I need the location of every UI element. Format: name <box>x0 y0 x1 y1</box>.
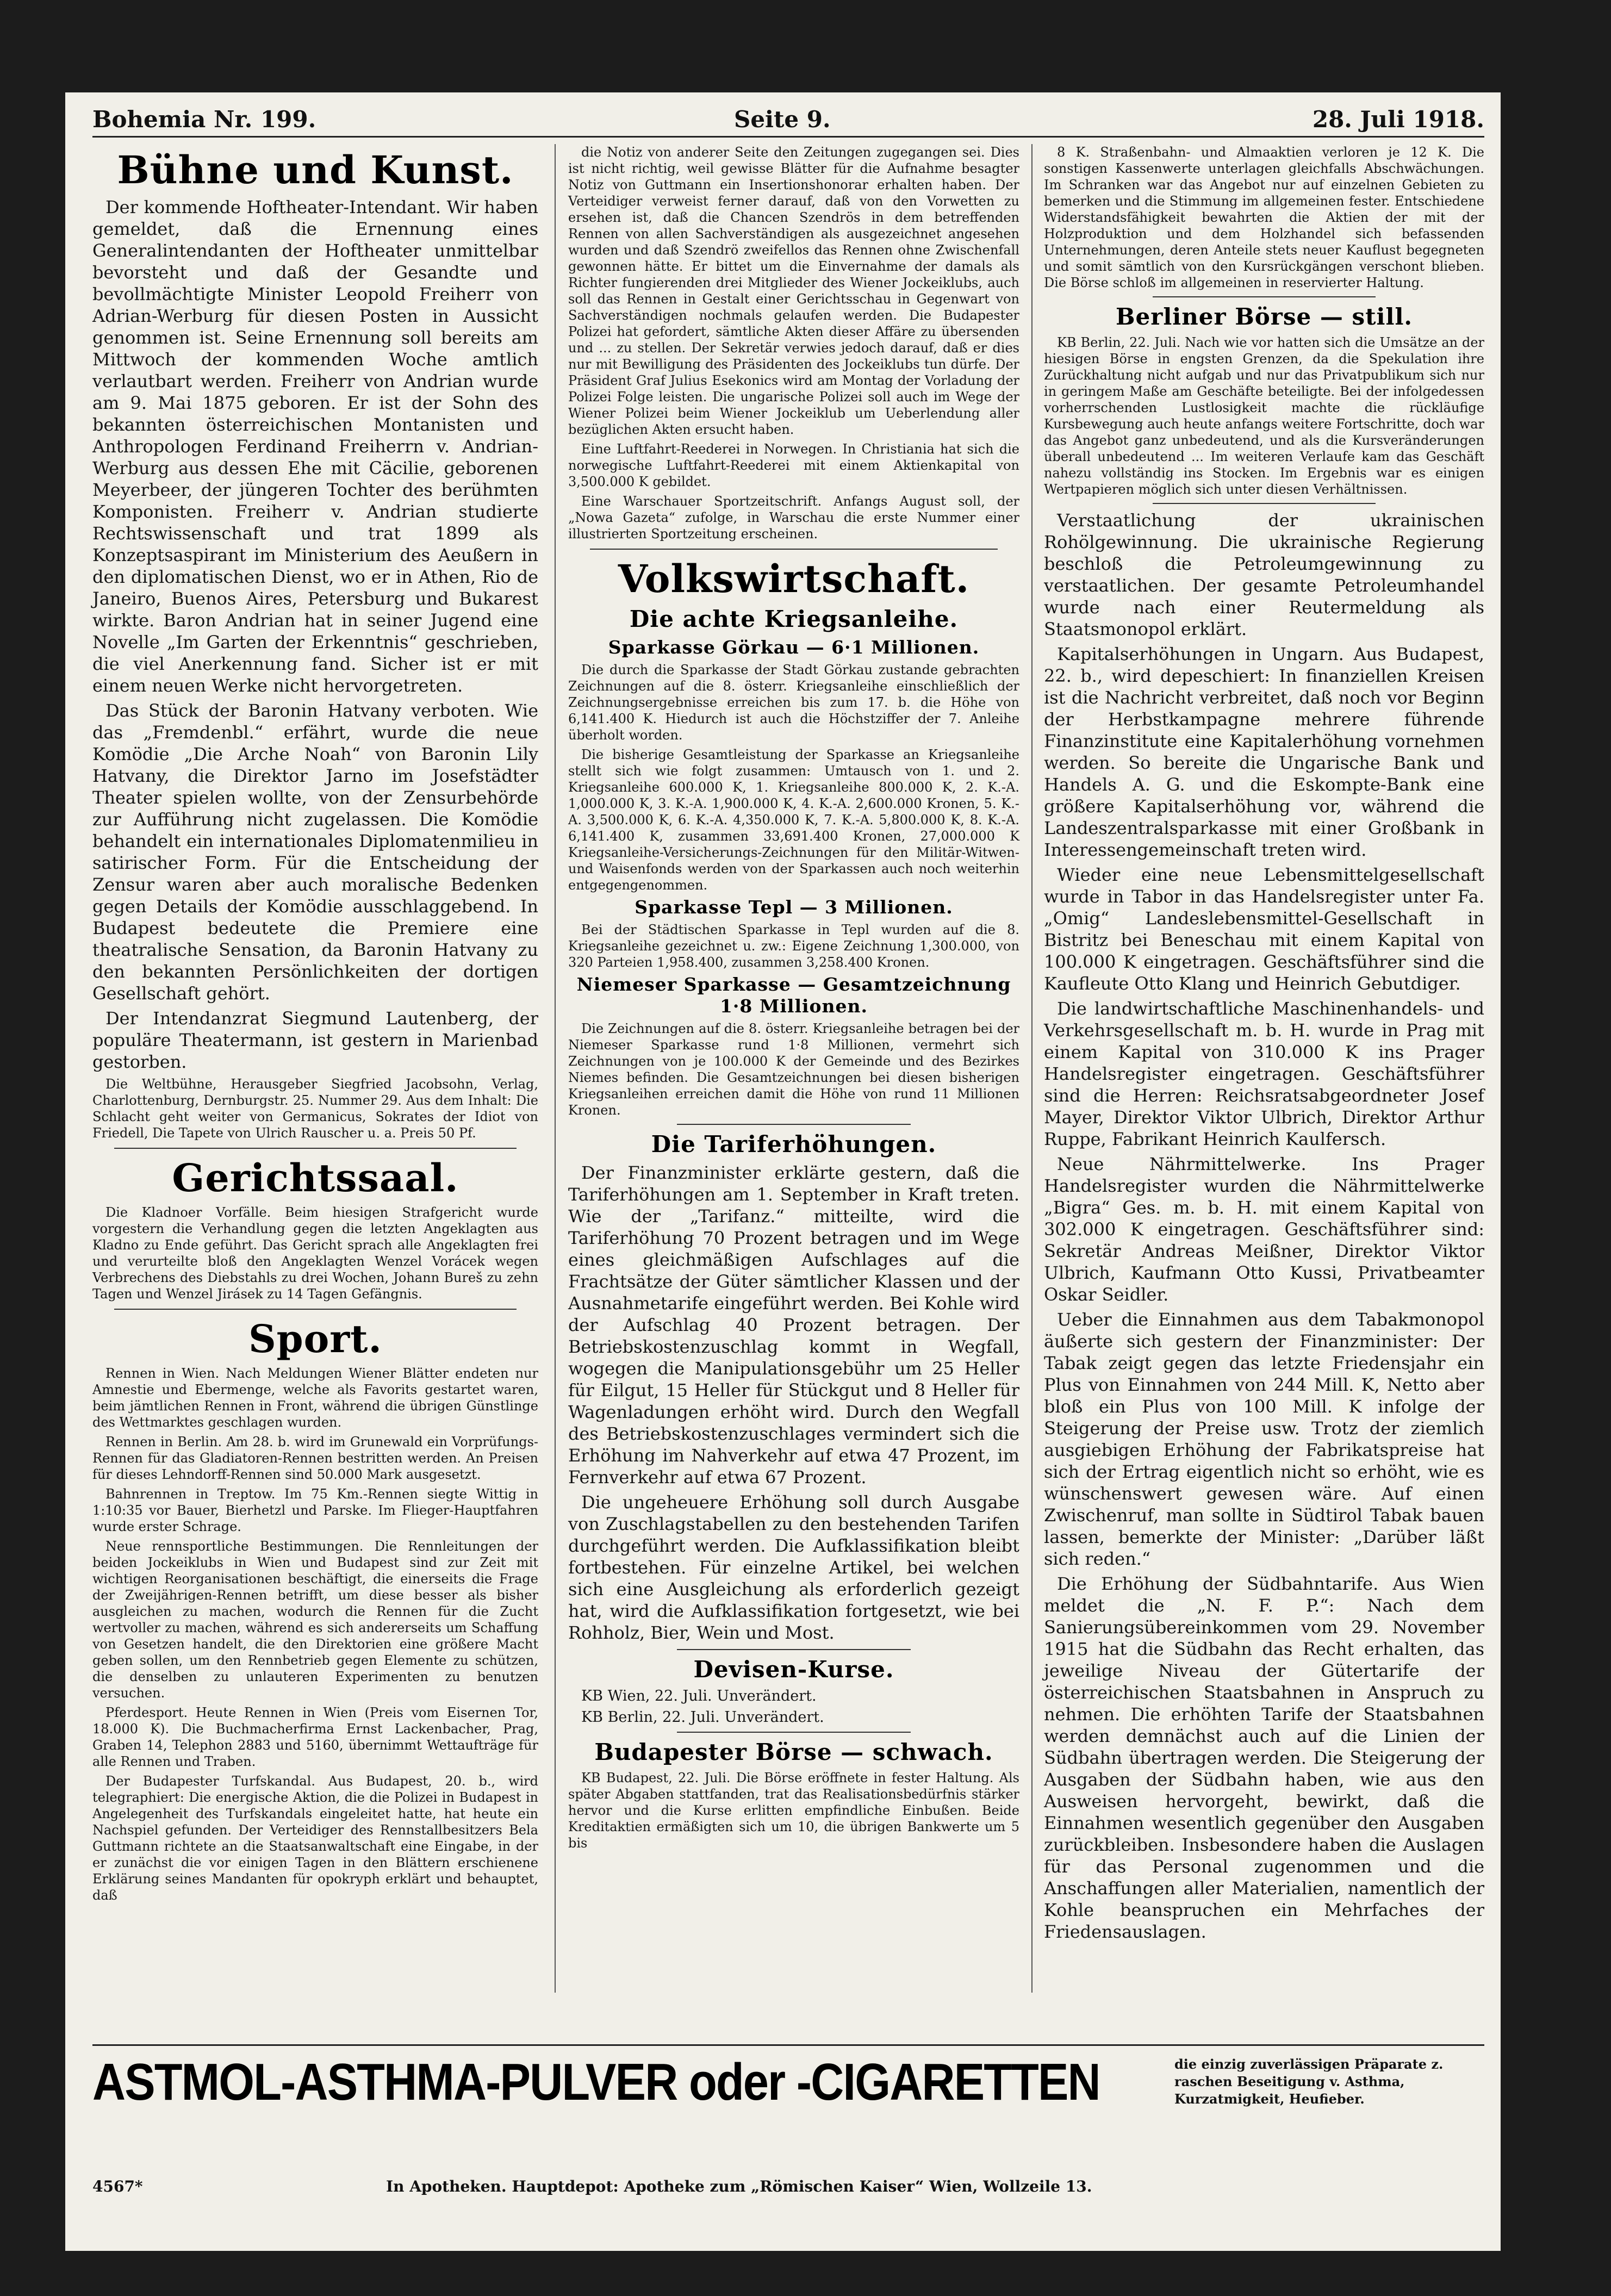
article-paragraph: KB Budapest, 22. Juli. Die Börse eröffnete in fester Haltung. Als später Abgaben stattfanden, trat das Realisationsbedürfnis stärker hervor und die Kurse erlitten empfindliche Einbußen. Beide Kreditaktien ermäßigten sich um 10, die übrigen Bankwerte um 5 bis <box>568 1770 1019 1851</box>
article-line: KB Wien, 22. Juli. Unverändert. <box>581 1688 817 1704</box>
article-subheading: Niemeser Sparkasse — Gesamtzeichnung 1·8 Millionen. <box>576 974 1011 1017</box>
article-paragraph: Die Zeichnungen auf die 8. österr. Kriegsanleihe betragen bei der Niemeser Sparkasse rund 1·8 Millionen, vermehrt sich Zeichnungen von je 100.000 K der Gemeinde und des Bezirkes Niemes befinden. Die Gesamtzeichnungen bei diesen bisherigen Kriegsanleihen erreichen damit die Höhe von rund 11 Millionen Kronen. <box>568 1021 1019 1118</box>
article-paragraph: Wieder eine neue Lebensmittelgesellschaft wurde in Tabor in das Handelsregister unter Fa. „Omig“ Landeslebensmittel-Gesellschaft in Bistritz bei Beneschau mit einem Kapital von 100.000 K eingetragen. Geschäftsführer sind die Kaufleute Otto Klang und Heinrich Gebutdiger. <box>1044 864 1484 994</box>
divider <box>114 1148 517 1149</box>
ad-headline: ASTMOL-ASTHMA-PULVER oder -CIGARETTEN <box>92 2053 1100 2111</box>
article-paragraph: Eine Luftfahrt-Reederei in Norwegen. In Christiania hat sich die norwegische Luftfahrt-Reederei mit einem Aktienkapital von 3,500.000 K gebildet. <box>568 441 1019 489</box>
article-line: KB Berlin, 22. Juli. Unverändert. <box>581 1709 824 1726</box>
bottom-rule <box>92 2044 1484 2046</box>
article-paragraph: Das Stück der Baronin Hatvany verboten. Wie das „Fremdenbl.“ erfährt, wurde die neue Komödie „Die Arche Noah“ von Baronin Lily Hatvany, die Direktor Jarno im Josefstädter Theater spielen wollte, von der Zensurbehörde zur Aufführung nicht zugelassen. Die Komödie behandelt ein internationales Diplomatenmilieu in satirischer Form. Für die Entscheidung der Zensur waren aber auch moralische Bedenken gegen Details der Komödie ausschlaggebend. In Budapest bedeutete die Premiere eine theatralische Sensation, da Baronin Hatvany zu den bekannten Persönlichkeiten der dortigen Gesellschaft gehört. <box>92 700 538 1004</box>
article-paragraph: Kapitalserhöhungen in Ungarn. Aus Budapest, 22. b., wird depeschiert: In finanziellen Kreisen ist die Nachricht verbreitet, daß noch vor Beginn der Herbstkampagne mehrere führende Finanzinstitute eine Kapitalerhöhung vornehmen werden. So bereite die Ungarische Bank und Handels A. G. und die Eskompte-Bank eine größere Kapitalserhöhung vor, während die Landeszentralsparkasse mit einer Großbank in Interessengemeinschaft treten wird. <box>1044 644 1484 860</box>
masthead <box>92 106 1484 133</box>
article-paragraph: Verstaatlichung der ukrainischen Rohölgewinnung. Die ukrainische Regierung beschloß die Petroleumgewinnung zu verstaatlichen. Der gesamte Petroleumhandel wurde nach einer Reutermeldung als Staatsmonopol erklärt. <box>1044 510 1484 639</box>
section-heading-buehne: Bühne und Kunst. <box>117 147 514 192</box>
article-paragraph: die Notiz von anderer Seite den Zeitungen zugegangen sei. Dies ist nicht richtig, weil gewisse Blätter für die Aufnahme besagter Notiz von Guttmann ein Insertionshonorar erhalten haben. Der Verteidiger verweist ferner darauf, daß von den Vorwetten zu ersehen ist, daß die Chancen Szendrös in dem betreffenden Rennen von allen Sachverständigen als ausgezeichnet angesehen wurden und daß Szendrö zweifellos das Rennen ohne Zwischenfall gewonnen hätte. Er bittet um die Einvernahme der damals als Richter fungierenden drei Mitglieder des Wiener Jockeiklubs, auch soll das Rennen in Gestalt einer Gerichtsschau in Gegenwart von Sachverständigen nochmals gelaufen werden. Die Budapester Polizei hat gefordert, sämtliche Akten dieser Affäre zu übersenden und ... zu stellen. Der Sekretär verwies jedoch darauf, daß er dies nur mit Bewilligung des Präsidenten des Jockeiklubs tun dürfe. Der Präsident Graf Julius Esekonics wird am Montag der Vorladung der Polizei Folge leisten. Die ungarische Polizei soll auch im Wege der Wiener Polizei beim Wiener Jockeiklub um Ueberlendung aller bezüglichen Akten ersucht haben. <box>568 145 1019 437</box>
article-paragraph: Der kommende Hoftheater-Intendant. Wir haben gemeldet, daß die Ernennung eines Generalintendanten der Hoftheater unmittelbar bevorsteht und daß der Gesandte und bevollmächtigte Minister Leopold Freiherr von Adrian-Werburg für diesen Posten in Aussicht genommen ist. Seine Ernennung soll bereits am Mittwoch der kommenden Woche amtlich verlautbart werden. Freiherr von Andrian wurde am 9. Mai 1875 geboren. Er ist der Sohn des bekannten österreichischen Montanisten und Anthropologen Ferdinand Freiherrn v. Andrian-Werburg aus dessen Ehe mit Cäcilie, geborenen Meyerbeer, der jüngeren Tochter des berühmten Komponisten. Freiherr v. Andrian studierte Rechtswissenschaft und trat 1899 als Konzeptsaspirant im Ministerium des Aeußern in den diplomatischen Dienst, wo er in Athen, Rio de Janeiro, Buenos Aires, Petersburg und Bukarest wirkte. Baron Andrian hat in seiner Jugend eine Novelle „Im Garten der Erkenntnis“ geschrieben, die viel Anerkennung fand. Sicher ist er mit einem neuen Werke nicht hervorgetreten. <box>92 197 538 696</box>
masthead-page: Seite 9. <box>734 106 831 133</box>
column-divider <box>1031 144 1032 1993</box>
ad-reference-number: 4567* <box>92 2177 143 2195</box>
divider <box>677 1649 911 1650</box>
section-heading-volkswirtschaft: Volkswirtschaft. <box>618 556 970 601</box>
article-paragraph: Die ungeheuere Erhöhung soll durch Ausgabe von Zuschlagstabellen zu den bestehenden Tarifen durchgeführt werden. Die Aufklassifikation bleibt fortbestehen. Für einzelne Artikel, bei welchen sich eine Ausgleichung als erforderlich gezeigt hat, wird die Aufklassifikation fortgesetzt, wie bei Rohholz, Bier, Wein und Most. <box>568 1492 1019 1643</box>
section-heading-sport: Sport. <box>248 1316 382 1361</box>
article-paragraph: 8 K. Straßenbahn- und Almaaktien verloren je 12 K. Die sonstigen Kassenwerte unterlagen gleichfalls Abschwächungen. Im Schranken war das Angebot nur auf einzelnen Gebieten zu bemerken und die Stimmung im allgemeinen fester. Entschiedene Widerstandsfähigkeit bewahrten die Aktien der mit der Holzproduktion und dem Holzhandel sich befassenden Unternehmungen, deren Anteile stets neuer Kauflust begegneten und somit sämtlich von den Kursrückgängen verschont blieben. Die Börse schloß im allgemeinen in reservierter Haltung. <box>1044 145 1484 290</box>
divider <box>677 1124 911 1125</box>
article-paragraph: Die bisherige Gesamtleistung der Sparkasse an Kriegsanleihe stellt sich wie folgt zusammen: Umtausch von 1. und 2. Kriegsanleihe 600.000 K, 1. Kriegsanleihe 800.000 K, 2. K.-A. 1,000.000 K, 3. K.-A. 1,900.000 K, 4. K.-A. 2,600.000 Kronen, 5. K.-A. 3,500.000 K, 6. K.-A. 4,350.000 K, 7. K.-A. 5,800.000 K, 8. K.-A. 6,141.400 K, zusammen 33,691.400 Kronen, 27,000.000 K Kriegsanleihe-Versicherungs-Zeichnungen für den Militär-Witwen- und Waisenfonds werden von der Sparkassen auch noch weiterhin entgegengenommen. <box>568 747 1019 893</box>
column-divider <box>555 144 556 1993</box>
divider <box>590 549 998 550</box>
article-paragraph: Der Intendanzrat Siegmund Lautenberg, der populäre Theatermann, ist gestern in Marienbad gestorben. <box>92 1008 538 1072</box>
top-rule <box>92 136 1484 138</box>
ad-footer <box>92 2177 1484 2199</box>
ad-tagline: die einzig zuverlässigen Präparate z. raschen Beseitigung v. Asthma, Kurzatmigkeit, Heufieber. <box>1174 2056 1444 2107</box>
column-1 <box>92 144 538 1907</box>
article-paragraph: Die landwirtschaftliche Maschinenhandels- und Verkehrsgesellschaft m. b. H. wurde in Prag mit einem Kapital von 310.000 K ins Prager Handelsregister eingetragen. Geschäftsführer sind die Herren: Reichsratsabgeordneter Josef Mayer, Direktor Viktor Ulbrich, Direktor Arthur Ruppe, Fabrikant Heinrich Kaulfersch. <box>1044 998 1484 1149</box>
advertisement <box>92 2052 1484 2161</box>
divider <box>677 1732 911 1733</box>
article-paragraph: Bahnrennen in Treptow. Im 75 Km.-Rennen siegte Wittig in 1:10:35 vor Bauer, Bierhetzl und Parske. Im Flieger-Hauptfahren wurde erster Schrage. <box>92 1486 538 1534</box>
column-2 <box>568 144 1019 1855</box>
article-heading: Budapester Börse — schwach. <box>594 1739 993 1765</box>
article-paragraph: Rennen in Berlin. Am 28. b. wird im Grunewald ein Vorprüfungs-Rennen für das Gladiatoren-Rennen bestritten werden. An Preisen für dieses Lehndorff-Rennen sind 50.000 Mark ausgesetzt. <box>92 1434 538 1482</box>
article-subheading: Sparkasse Görkau — 6·1 Millionen. <box>608 637 980 658</box>
article-subheading: Sparkasse Tepl — 3 Millionen. <box>635 897 953 918</box>
article-heading: Die achte Kriegsanleihe. <box>629 606 959 632</box>
divider <box>1153 503 1376 504</box>
article-paragraph: Ueber die Einnahmen aus dem Tabakmonopol äußerte sich gestern der Finanzminister: Der Tabak zeigt gegen das letzte Friedensjahr ein Plus von Einnahmen von 244 Mill. K, Netto aber bloß ein Plus von 100 Mill. K infolge der Steigerung der Preise usw. Trotz der ziemlich ausgiebigen Erhöhung der Fabrikatspreise hat sich der Ertrag eigentlich nicht so erhöht, wie es wünschenswert gewesen wäre. Auf einen Zwischenruf, man sollte in Südtirol Tabak bauen lassen, bemerkte der Minister: „Darüber läßt sich reden.“ <box>1044 1309 1484 1569</box>
section-heading-gericht: Gerichtssaal. <box>172 1155 459 1200</box>
article-paragraph: KB Berlin, 22. Juli. Nach wie vor hatten sich die Umsätze an der hiesigen Börse in engsten Grenzen, da die Spekulation ihre Zurückhaltung nicht aufgab und nur das Privatpublikum sich nur in geringem Maße am Geschäfte beteiligte. Bei der infolgedessen vorherrschenden Lustlosigkeit machte die rückläufige Kursbewegung auch heute anfangs weitere Fortschritte, doch war das Angebot ganz unbedeutend, und als die Kursveränderungen überall unbedeutend ... Im weiteren Verlaufe kam das Geschäft nahezu vollständig ins Stocken. Im Ergebnis war es einigen Wertpapieren möglich sich unter diesen Verhältnissen. <box>1044 335 1484 497</box>
article-paragraph: Eine Warschauer Sportzeitschrift. Anfangs August soll, der „Nowa Gazeta“ zufolge, in Warschau die erste Nummer einer illustrierten Sportzeitung erscheinen. <box>568 494 1019 542</box>
article-paragraph: Die Erhöhung der Südbahntarife. Aus Wien meldet die „N. F. P.“: Nach dem Sanierungsübereinkommen vom 29. November 1915 hat die Südbahn das Recht erhalten, das jeweilige Niveau der Gütertarife der österreichischen Staatsbahnen in Anspruch zu nehmen. Die erhöhten Tarife der Staatsbahnen werden demnächst auch auf die Linien der Südbahn übertragen werden. Die Steigerung der Ausgaben der Südbahn haben, wie aus den Ausweisen hervorgeht, bewirkt, daß die Einnahmen wesentlich gegenüber den Ausgaben zurückbleiben. Insbesondere haben die Auslagen für das Personal zugenommen und die Anschaffungen aller Materialien, namentlich der Kohle beanspruchen ein Mehrfaches der Friedensauslagen. <box>1044 1573 1484 1942</box>
article-paragraph: Die Weltbühne, Herausgeber Siegfried Jacobsohn, Verlag, Charlottenburg, Dernburgstr. 25. Nummer 29. Aus dem Inhalt: Die Schlacht geht weiter von Germanicus, Sokrates der Idiot von Friedell, Die Tapete von Ulrich Rauscher u. a. Preis 50 Pf. <box>92 1077 538 1141</box>
article-paragraph: Die durch die Sparkasse der Stadt Görkau zustande gebrachten Zeichnungen auf die 8. österr. Kriegsanleihe einschließlich der Zeichnungsergebnisse erreichen bis zum 17. b. die Höhe von 6,141.400 K. Hiedurch ist auch die Höchstziffer der 7. Anleihe überholt worden. <box>568 662 1019 743</box>
article-paragraph: Rennen in Wien. Nach Meldungen Wiener Blätter endeten nur Amnestie und Ebermenge, welche als Favorits gestartet waren, beim jämtlichen Rennen in Front, während die übrigen Günstlinge des Wettmarktes geschlagen wurden. <box>92 1366 538 1430</box>
ad-address: In Apotheken. Hauptdepot: Apotheke zum „Römischen Kaiser“ Wien, Wollzeile 13. <box>386 2177 1092 2195</box>
article-paragraph: Neue rennsportliche Bestimmungen. Die Rennleitungen der beiden Jockeiklubs in Wien und Budapest sind zur Zeit mit wichtigen Reorganisationen beschäftigt, die einerseits die Frage der Zweijährigen-Rennen betrifft, um diese besser als bisher ausgleichen zu machen, wodurch die Rennen für die Zucht wertvoller zu machen, während es sich andererseits um Schaffung von Gesetzen handelt, die den Direktorien eine größere Macht geben sollen, um den Rennbetrieb gegen Elemente zu schützen, die denselben zu unlauteren Experimenten zu benutzen versuchen. <box>92 1539 538 1701</box>
divider <box>114 1309 517 1310</box>
article-paragraph: Die Kladnoer Vorfälle. Beim hiesigen Strafgericht wurde vorgestern die Verhandlung gegen die letzten Angeklagten aus Kladno zu Ende geführt. Das Gericht sprach alle Angeklagten frei und verurteilte bloß den Angeklagten Wenzel Vorácek wegen Verbrechens des Diebstahls zu drei Wochen, Johann Bureš zu zehn Tagen und Wenzel Jirásek zu 14 Tagen Gefängnis. <box>92 1205 538 1302</box>
article-heading: Die Tariferhöhungen. <box>651 1131 937 1158</box>
column-3 <box>1044 144 1484 1946</box>
masthead-date: 28. Juli 1918. <box>1312 106 1484 133</box>
article-heading: Devisen-Kurse. <box>693 1656 894 1683</box>
article-paragraph: Der Budapester Turfskandal. Aus Budapest, 20. b., wird telegraphiert: Die energische Aktion, die die Polizei in Budapest in Angelegenheit des Turfskandals eingeleitet hatte, hat heute ein Nachspiel gefunden. Der Verteidiger des Rennstallbesitzers Bela Guttmann richtete an die Staatsanwaltschaft eine Eingabe, in der er zunächst die vor einigen Tagen in den Blättern erschienene Erklärung seines Mandanten für opokryph erklärt und behauptet, daß <box>92 1774 538 1903</box>
article-paragraph: Bei der Städtischen Sparkasse in Tepl wurden auf die 8. Kriegsanleihe gezeichnet u. zw.: Eigene Zeichnung 1,300.000, von 320 Parteien 1,958.400, zusammen 3,258.400 Kronen. <box>568 922 1019 970</box>
divider <box>1153 296 1376 297</box>
article-paragraph: Neue Nährmittelwerke. Ins Prager Handelsregister wurden die Nährmittelwerke „Bigra“ Ges. m. b. H. mit einem Kapital von 302.000 K eingetragen. Geschäftsführer sind: Sekretär Andreas Meißner, Direktor Viktor Ulbrich, Kaufmann Otto Kussi, Privatbeamter Oskar Seidler. <box>1044 1154 1484 1305</box>
article-heading: Berliner Börse — still. <box>1115 303 1413 330</box>
article-paragraph: Pferdesport. Heute Rennen in Wien (Preis vom Eisernen Tor, 18.000 K). Die Buchmacherfirma Ernst Lackenbacher, Prag, Graben 14, Telephon 2883 und 5160, übernimmt Wettaufträge für alle Rennen und Traben. <box>92 1705 538 1769</box>
article-paragraph: Der Finanzminister erklärte gestern, daß die Tariferhöhungen am 1. September in Kraft treten. Wie der „Tarifanz.“ mitteilte, wird die Tariferhöhung 70 Prozent betragen und im Wege eines gleichmäßigen Aufschlages auf die Frachtsätze der Güter sämtlicher Klassen und der Ausnahmetarife eingeführt werden. Bei Kohle wird der Aufschlag 40 Prozent betragen. Der Betriebskostenzuschlag kommt in Wegfall, wogegen die Manipulationsgebühr um 25 Heller für Eilgut, 15 Heller für Stückgut und 8 Heller für Wagenladungen erhöht wird. Durch den Wegfall des Betriebskostenzuschlages vermindert sich die Erhöhung im Nahverkehr auf etwa 47 Prozent, im Fernverkehr auf etwa 67 Prozent. <box>568 1162 1019 1488</box>
masthead-issue: Bohemia Nr. 199. <box>92 106 316 133</box>
